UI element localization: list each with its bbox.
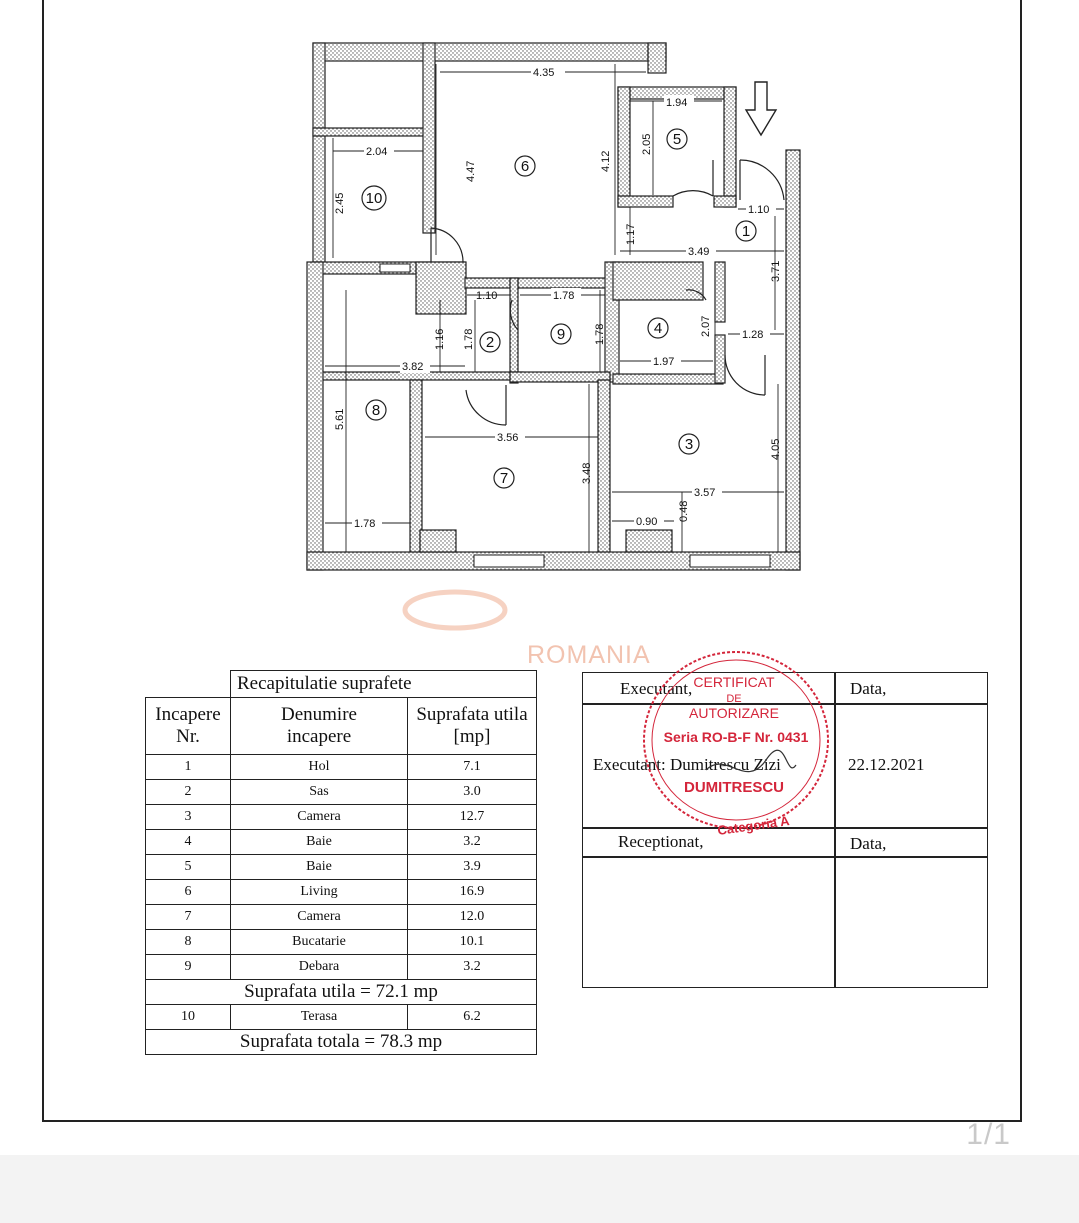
table-row: 5 Baie 3.9 xyxy=(146,855,537,880)
table-row: 9 Debara 3.2 xyxy=(146,955,537,980)
authorization-stamp xyxy=(636,640,836,840)
dim-3-56: 3.56 xyxy=(497,432,519,444)
dim-3-71: 3.71 xyxy=(770,260,782,282)
header-suprafata: Suprafata utila [mp] xyxy=(408,698,537,755)
room-3-marker: 3 xyxy=(684,436,694,453)
watermark-logo xyxy=(400,585,510,635)
room-10-marker: 10 xyxy=(365,190,383,207)
walls xyxy=(307,43,800,570)
table-row: 7 Camera 12.0 xyxy=(146,905,537,930)
dim-1-10-sas: 1.10 xyxy=(476,290,498,302)
dim-4-47: 4.47 xyxy=(465,160,477,182)
watermark-text: ROMANIA xyxy=(527,641,651,669)
dim-3-48: 3.48 xyxy=(581,462,593,484)
executant-name: Executant: Dumitrescu Zizi xyxy=(593,755,781,774)
page-counter: 1/1 xyxy=(966,1118,1011,1151)
dim-1-10-entrance: 1.10 xyxy=(748,204,770,216)
dim-4-05: 4.05 xyxy=(770,438,782,460)
room-6-marker: 6 xyxy=(520,158,530,175)
room-1-marker: 1 xyxy=(741,223,751,240)
entrance-arrow-icon xyxy=(746,82,776,135)
room-4-marker: 4 xyxy=(653,320,663,337)
dim-1-97: 1.97 xyxy=(653,356,675,368)
header-denumire: Denumire incapere xyxy=(231,698,408,755)
table-row: 8 Bucatarie 10.1 xyxy=(146,930,537,955)
viewer-bottom-bar xyxy=(0,1155,1079,1223)
dimension-lines xyxy=(325,64,784,552)
stamp-line-5: DUMITRESCU xyxy=(684,779,784,796)
dim-0-48: 0.48 xyxy=(678,500,690,522)
table-row: 3 Camera 12.7 xyxy=(146,805,537,830)
stamp-line-4: Seria RO-B-F Nr. 0431 xyxy=(663,729,809,745)
dim-5-61: 5.61 xyxy=(334,408,346,430)
dim-2-05: 2.05 xyxy=(641,133,653,155)
dim-2-45: 2.45 xyxy=(334,192,346,214)
handwritten-signature xyxy=(706,750,796,771)
dim-3-57: 3.57 xyxy=(694,487,716,499)
header-incapere-nr: Incapere Nr. xyxy=(146,698,231,755)
table-title: Recapitulatie suprafete xyxy=(231,671,537,698)
dim-1-28: 1.28 xyxy=(742,329,764,341)
grand-total: Suprafata totala = 78.3 mp xyxy=(146,1030,537,1055)
dim-1-78-vertical: 1.78 xyxy=(594,323,606,345)
receptionat-label: Receptionat, xyxy=(618,832,704,851)
date-label-2: Data, xyxy=(850,834,887,853)
dim-0-90: 0.90 xyxy=(636,516,658,528)
table-row: 4 Baie 3.2 xyxy=(146,830,537,855)
dim-2-04: 2.04 xyxy=(366,146,388,158)
dim-3-82: 3.82 xyxy=(402,361,424,373)
room-7-marker: 7 xyxy=(499,470,509,487)
dim-1-78-sas: 1.78 xyxy=(463,328,475,350)
dim-1-78-debara: 1.78 xyxy=(553,290,575,302)
stamp-line-6: Categoria A xyxy=(716,813,791,839)
table-row: 2 Sas 3.0 xyxy=(146,780,537,805)
dim-2-07: 2.07 xyxy=(700,315,712,337)
table-row-terrace: 10 Terasa 6.2 xyxy=(146,1005,537,1030)
dim-1-78-bucatarie: 1.78 xyxy=(354,518,376,530)
room-8-marker: 8 xyxy=(371,402,381,419)
room-9-marker: 9 xyxy=(556,326,566,343)
date-label: Data, xyxy=(850,679,887,698)
area-summary-table xyxy=(145,670,537,1055)
dim-1-16: 1.16 xyxy=(434,328,446,350)
useful-area-total: Suprafata utila = 72.1 mp xyxy=(146,980,537,1005)
stamp-line-2: DE xyxy=(726,693,742,705)
stamp-line-1: CERTIFICAT xyxy=(693,674,775,690)
room-5-marker: 5 xyxy=(672,131,682,148)
executant-label: Executant, xyxy=(620,679,693,698)
dim-3-49: 3.49 xyxy=(688,246,710,258)
stamp-line-3: AUTORIZARE xyxy=(689,705,779,721)
dim-4-35: 4.35 xyxy=(533,67,555,79)
dim-1-17: 1.17 xyxy=(625,223,637,245)
dim-4-12: 4.12 xyxy=(600,150,612,172)
date-value: 22.12.2021 xyxy=(848,755,925,774)
room-2-marker: 2 xyxy=(485,334,495,351)
dim-1-94: 1.94 xyxy=(666,97,688,109)
table-row: 1 Hol 7.1 xyxy=(146,755,537,780)
table-row: 6 Living 16.9 xyxy=(146,880,537,905)
